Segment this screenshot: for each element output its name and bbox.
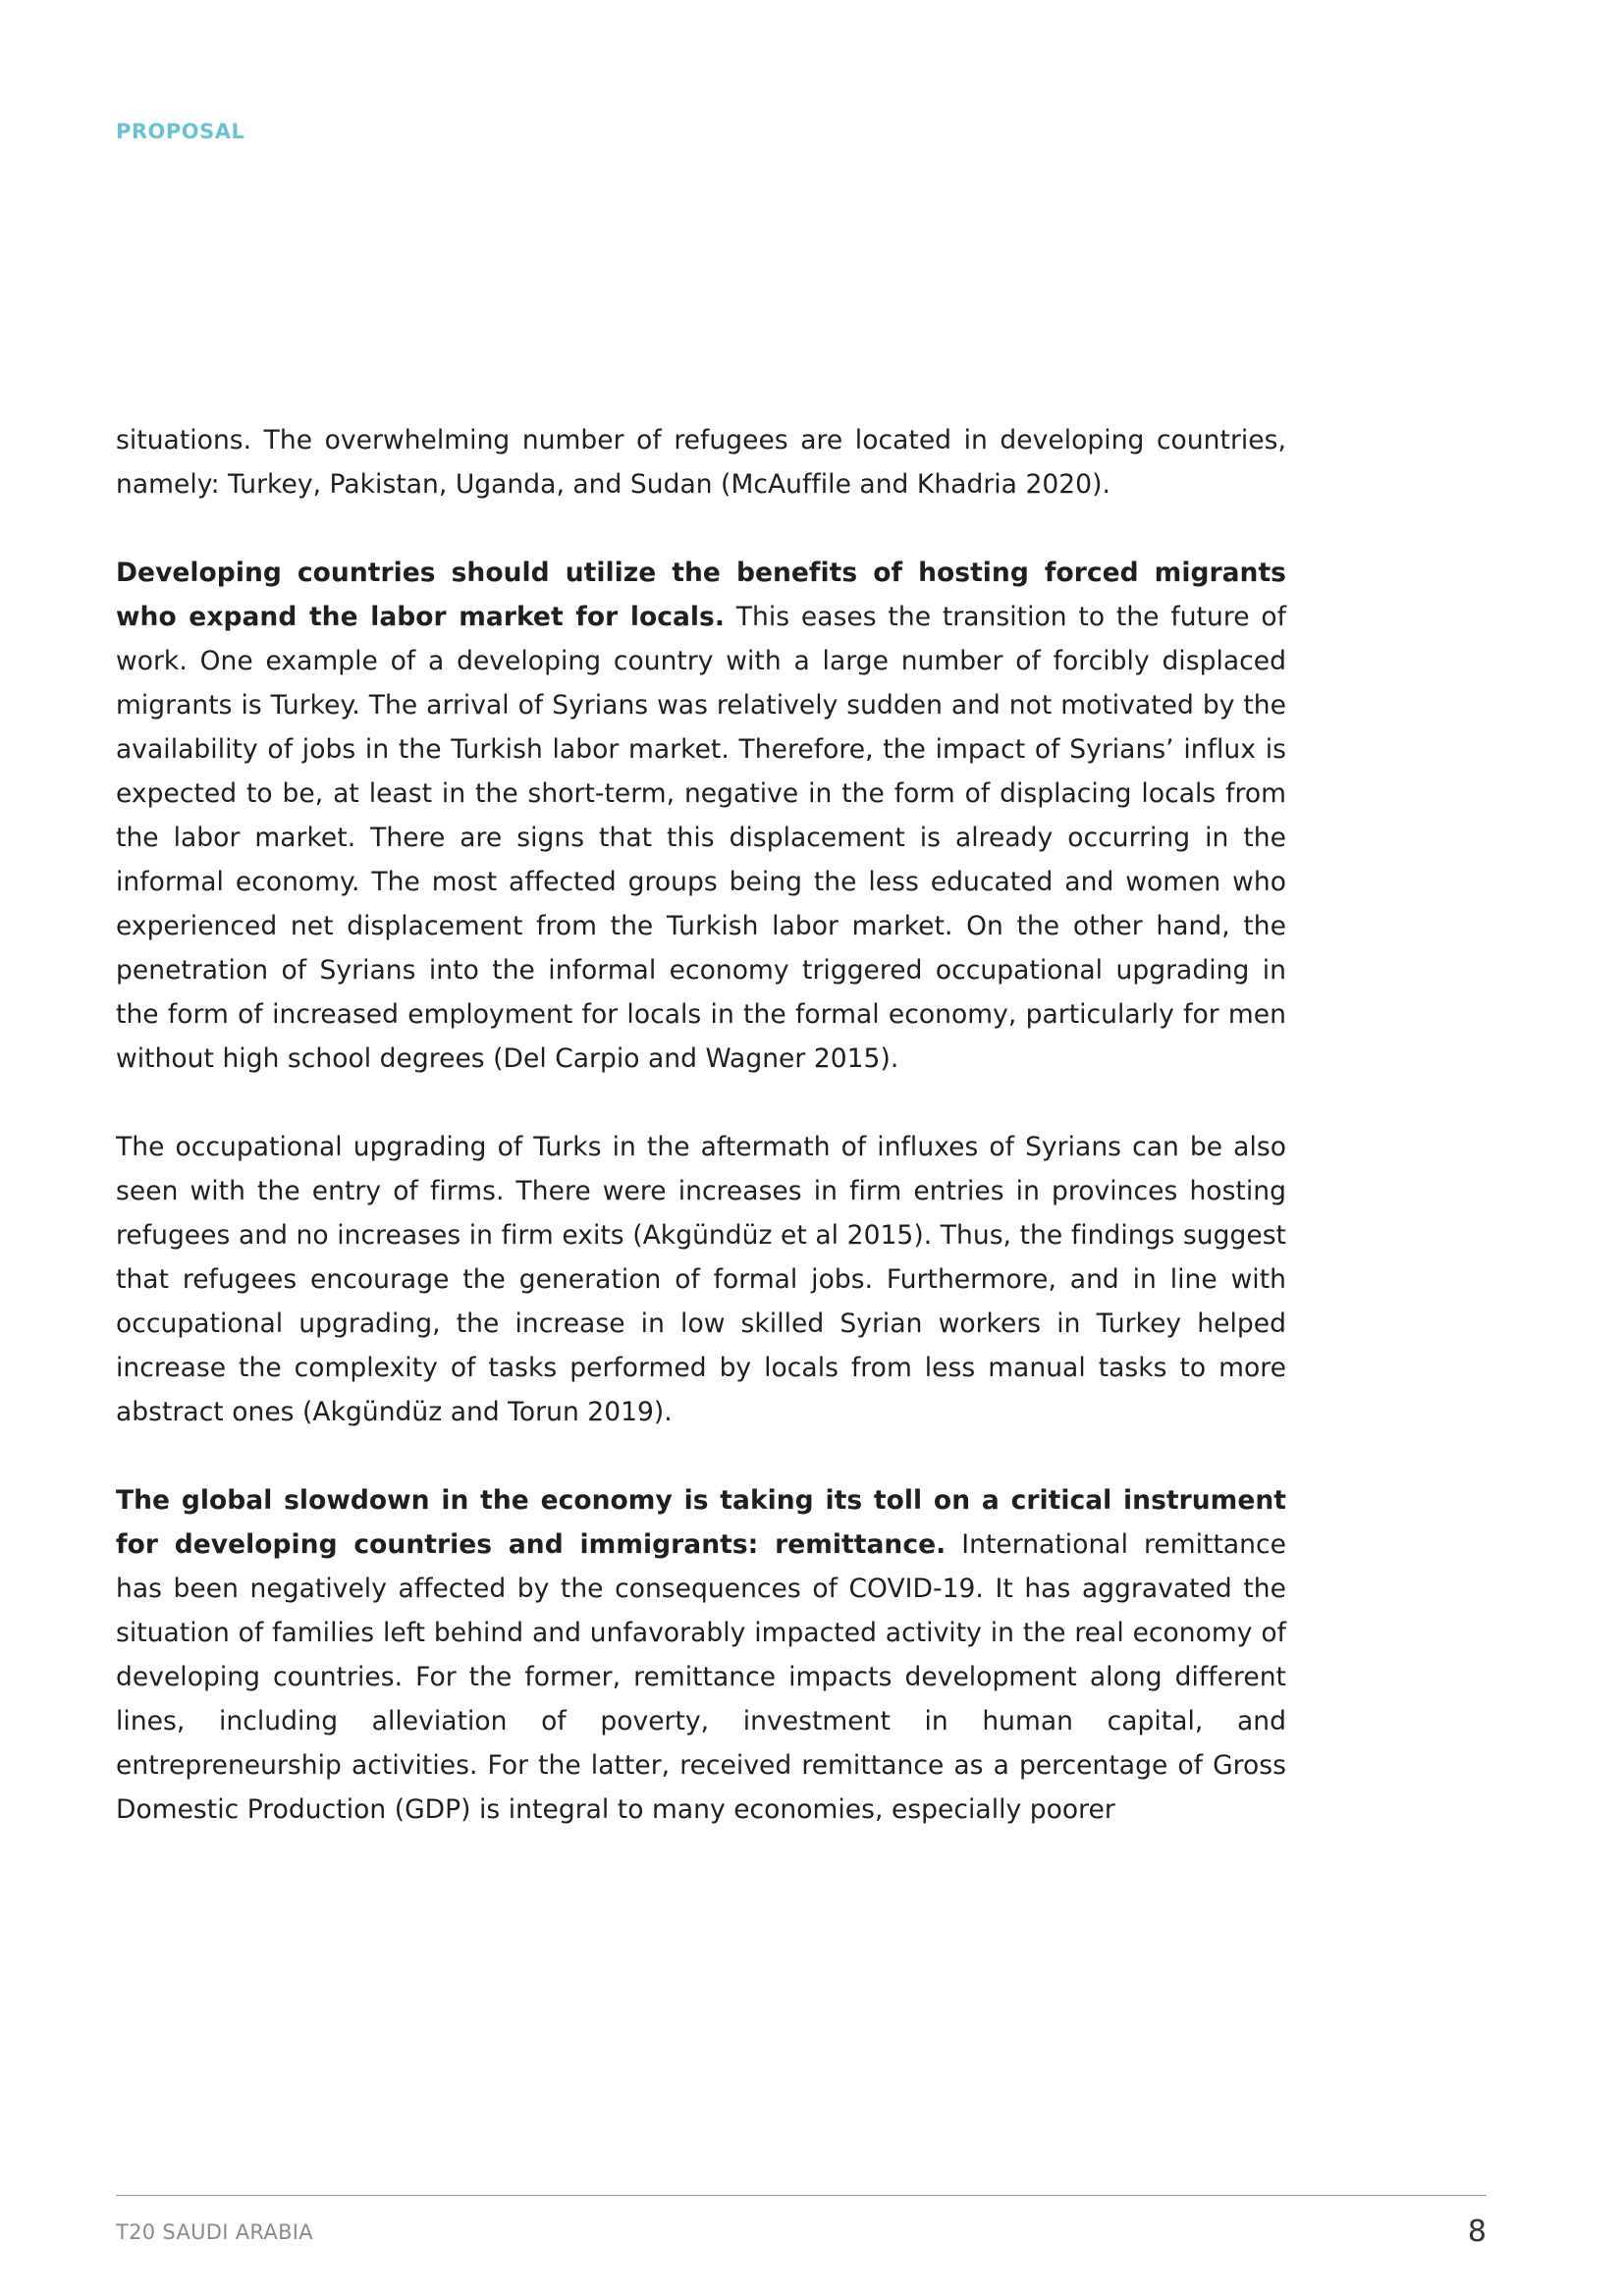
footer-divider — [116, 2195, 1487, 2196]
page-number: 8 — [1467, 2215, 1487, 2249]
paragraph-2-text: This eases the transition to the future of work. One example of a developing country with a large number of forcibly displaced migrants is Turkey. The arrival of Syrians was relatively sudden and not motivated by the availability of jobs in the Turkish labor market. Therefore, the impact of Syrians’ influx is expected to be, at least in the short-term, negative in the form of displacing locals from the labor market. There are signs that this displacement is already occurring in the informal economy. The most affected groups being the less educated and women who experienced net displacement from the Turkish labor market. On the other hand, the penetration of Syrians into the informal economy triggered occupational upgrading in the form of increased employment for locals in the formal economy, particularly for men without high school degrees (Del Carpio and Wagner 2015). — [116, 602, 1286, 1074]
body-text — [116, 418, 1286, 1876]
paragraph-4-text: International remittance has been negatively affected by the consequences of COVID-19. It has aggravated the situation of families left behind and unfavorably impacted activity in the real economy of developing countries. For the former, remittance impacts development along different lines, including alleviation of poverty, investment in human capital, and entrepreneurship activities. For the latter, received remittance as a percentage of Gross Domestic Production (GDP) is integral to many economies, especially poorer — [116, 1529, 1286, 1825]
paragraph-3 — [116, 1125, 1286, 1434]
footer-publication: T20 SAUDI ARABIA — [116, 2220, 313, 2244]
paragraph-3-text: The occupational upgrading of Turks in the aftermath of influxes of Syrians can be also seen with the entry of firms. There were increases in firm entries in provinces hosting refugees and no increases in firm exits (Akgündüz et al 2015). Thus, the findings suggest that refugees encourage the generation of formal jobs. Furthermore, and in line with occupational upgrading, the increase in low skilled Syrian workers in Turkey helped increase the complexity of tasks performed by locals from less manual tasks to more abstract ones (Akgündüz and Torun 2019). — [116, 1132, 1286, 1427]
paragraph-4 — [116, 1478, 1286, 1832]
paragraph-2 — [116, 551, 1286, 1081]
section-label: PROPOSAL — [116, 120, 245, 143]
paragraph-1-text: situations. The overwhelming number of refugees are located in developing countries, namely: Turkey, Pakistan, Uganda, and Sudan (McAuffile and Khadria 2020). — [116, 425, 1286, 500]
paragraph-1 — [116, 418, 1286, 507]
paragraph-4-lead: The global slowdown in the economy is taking its toll on a critical instrument for developing countries and immigrants: remittance. — [116, 1485, 1286, 1560]
paragraph-2-lead: Developing countries should utilize the benefits of hosting forced migrants who expand the labor market for locals. — [116, 558, 1286, 632]
